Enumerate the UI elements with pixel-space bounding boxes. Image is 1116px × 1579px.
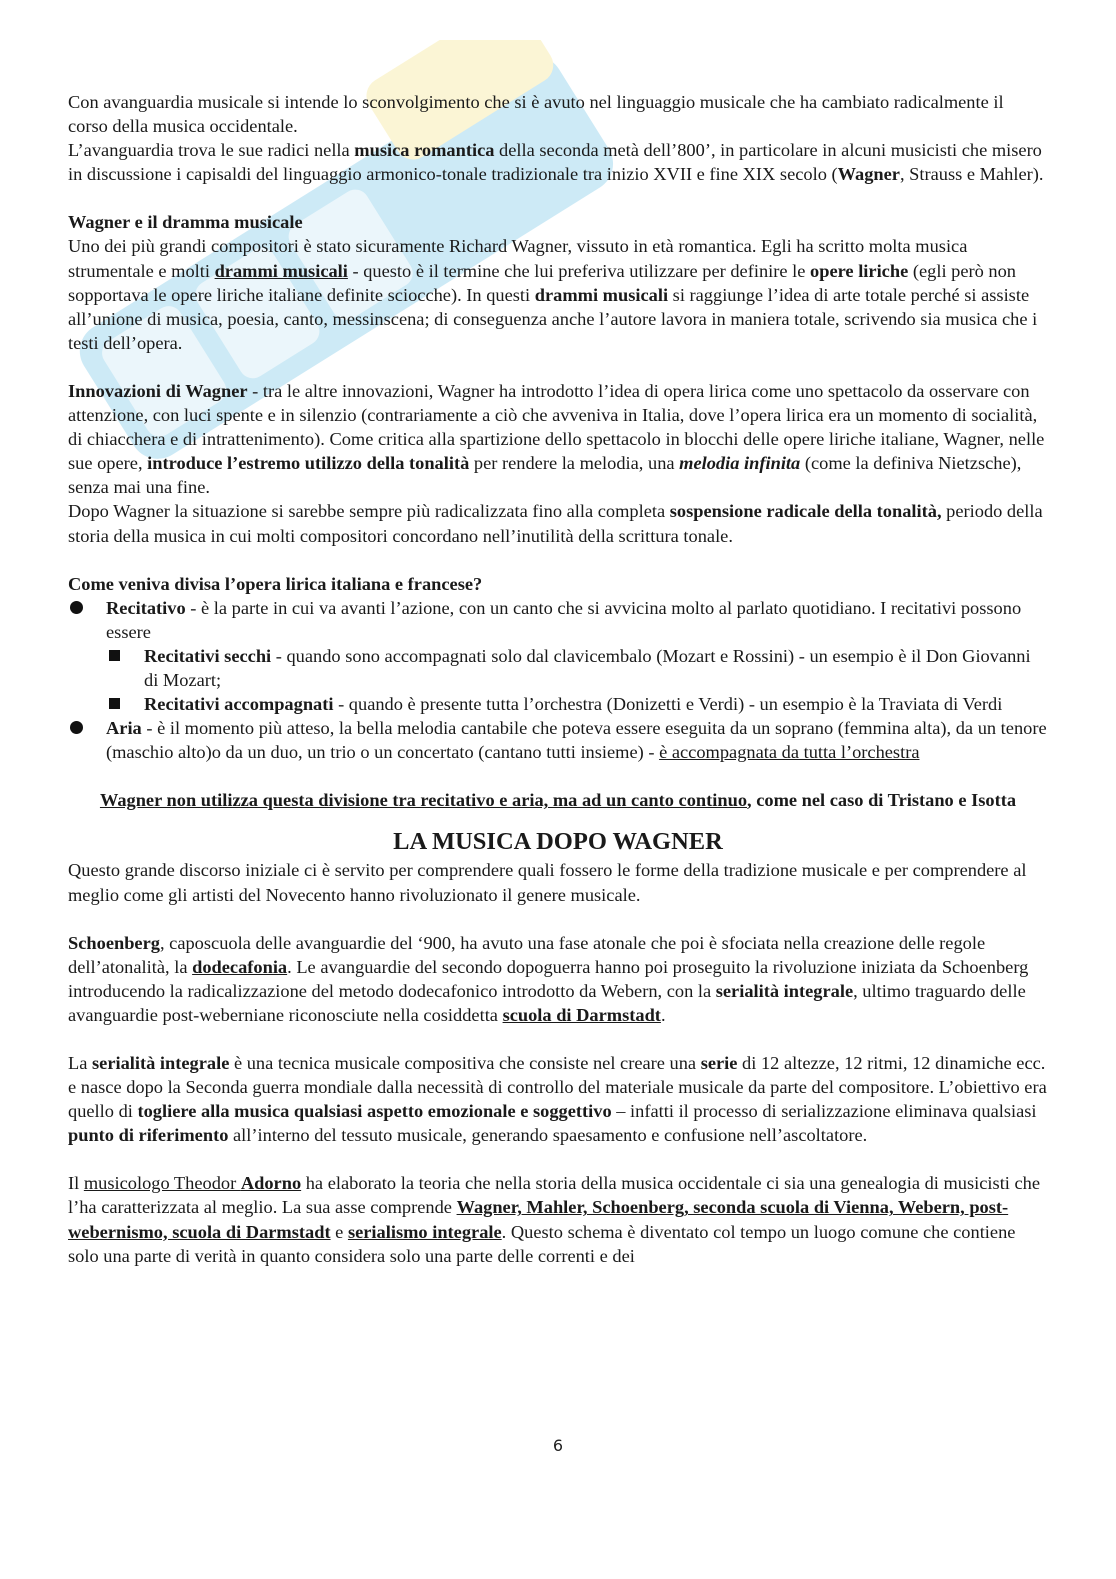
wagner-paragraph: Uno dei più grandi compositori è stato sicuramente Richard Wagner, vissuto in età romantica. Egli ha scritto molta musica strumentale e molti drammi musicali - questo è il termine che lui preferiva utilizzare per definire le opere liriche (egli però non sopportava le opere liriche italiane definite sciocche). In questi drammi musicali si raggiunge l’idea di arte totale perché si assiste all’unione di musica, poesia, canto, messinscena; di conseguenza anche l’autore lavora in maniera totale, scrivendo sia musica che i testi dell’opera.: [68, 236, 1038, 353]
section-heading-wagner: Wagner e il dramma musicale: [68, 212, 303, 233]
bullet-square-icon: [109, 698, 120, 709]
list-item-recitativo: Recitativo - è la parte in cui va avanti l’azione, con un canto che si avvicina molto al parlato quotidiano. I recitativi possono essere Recitativi secchi - quando sono accompagnati solo dal clavicembalo (Mozart e Rossini) - un esempio è il Don Giovanni di Mozart; Recitativi accompagnati - quando è presente tutta l’orchestra (Donizetti e Verdi) - un esempio è la Traviata di Verdi: [68, 596, 1048, 716]
bullet-dot-icon: [70, 721, 83, 734]
seriality-paragraph: La serialità integrale è una tecnica musicale compositiva che consiste nel creare una serie di 12 altezze, 12 ritmi, 12 dinamiche ecc. e nasce dopo la Seconda guerra mondiale dalla necessità di controllo del materiale musicale da parte del compositore. L’obiettivo era quello di togliere alla musica qualsiasi aspetto emozionale e soggettivo – infatti il processo di serializzazione eliminava qualsiasi punto di riferimento all’interno del tessuto musicale, generando spaesamento e confusione nell’ascoltatore.: [68, 1053, 1047, 1146]
document-body: [68, 90, 1048, 1268]
chapter-title: LA MUSICA DOPO WAGNER: [393, 828, 723, 856]
schoenberg-paragraph: Schoenberg, caposcuola delle avanguardie del ‘900, ha avuto una fase atonale che poi è sfociata nella creazione delle regole dell’atonalità, la dodecafonia. Le avanguardie del secondo dopoguerra hanno poi proseguito la rivoluzione iniziata da Schoenberg introducendo la radicalizzazione del metodo dodecafonico introdotto da Webern, con la serialità integrale, ultimo traguardo delle avanguardie post-weberniane riconosciute nella cosiddetta scuola di Darmstadt.: [68, 932, 1029, 1025]
division-list: [68, 596, 1048, 765]
innovations-paragraph-2: Dopo Wagner la situazione si sarebbe sempre più radicalizzata fino alla completa sospensione radicale della tonalità, periodo della storia della musica in cui molti compositori concordano nell’inutilità della scrittura tonale.: [68, 501, 1043, 546]
chapter-intro: Questo grande discorso iniziale ci è servito per comprendere quali fossero le forme della tradizione musicale e per comprendere al meglio come gli artisti del Novecento hanno rivoluzionato il genere musicale.: [68, 860, 1027, 905]
intro-paragraph: Con avanguardia musicale si intende lo sconvolgimento che si è avuto nel linguaggio musicale che ha cambiato radicalmente il corso della musica occidentale.: [68, 92, 1004, 137]
wagner-statement: Wagner non utilizza questa divisione tra recitativo e aria, ma ad un canto continuo, come nel caso di Tristano e Isotta: [99, 790, 1017, 811]
intro-paragraph-2: L’avanguardia trova le sue radici nella musica romantica della seconda metà dell’800’, in particolare in alcuni musicisti che misero in discussione i capisaldi del linguaggio armonico-tonale tradizionale tra inizio XVII e fine XIX secolo (Wagner, Strauss e Mahler).: [68, 140, 1044, 185]
list-item-aria: Aria - è il momento più atteso, la bella melodia cantabile che poteva essere eseguita da un soprano (femmina alta), da un tenore (maschio alto)o da un duo, un trio o un concertato (cantano tutti insieme) - è accompagnata da tutta l’orchestra: [68, 716, 1048, 764]
section-heading-division: Come veniva divisa l’opera lirica italiana e francese?: [68, 573, 483, 594]
innovations-paragraph: Innovazioni di Wagner - tra le altre innovazioni, Wagner ha introdotto l’idea di opera lirica come uno spettacolo da osservare con attenzione, con luci spente e in silenzio (contrariamente a ciò che avveniva in Italia, dove l’opera lirica era un momento di socialità, di chiacchera e di intrattenimento). Come critica alla spartizione dello spettacolo in blocchi delle opere liriche italiane, Wagner, nelle sue opere, introduce l’estremo utilizzo della tonalità per rendere la melodia, una melodia infinita (come la definiva Nietzsche), senza mai una fine.: [68, 380, 1045, 498]
bullet-square-icon: [109, 650, 120, 661]
adorno-paragraph: Il musicologo Theodor Adorno ha elaborato la teoria che nella storia della musica occidentale ci sia una genealogia di musicisti che l’ha caratterizzata al meglio. La sua asse comprende Wagner, Mahler, Schoenberg, seconda scuola di Vienna, Webern, post-webernismo, scuola di Darmstadt e serialismo integrale. Questo schema è diventato col tempo un luogo comune che contiene solo una parte di verità in quanto considera solo una parte delle correnti e dei: [68, 1173, 1041, 1266]
list-item-secchi: Recitativi secchi - quando sono accompagnati solo dal clavicembalo (Mozart e Rossini) - un esempio è il Don Giovanni di Mozart;: [106, 644, 1048, 692]
page-number: 6: [552, 1436, 564, 1455]
recitativi-sublist: [106, 644, 1048, 716]
list-item-accompagnati: Recitativi accompagnati - quando è presente tutta l’orchestra (Donizetti e Verdi) - un esempio è la Traviata di Verdi: [106, 692, 1048, 716]
bullet-dot-icon: [70, 601, 83, 614]
